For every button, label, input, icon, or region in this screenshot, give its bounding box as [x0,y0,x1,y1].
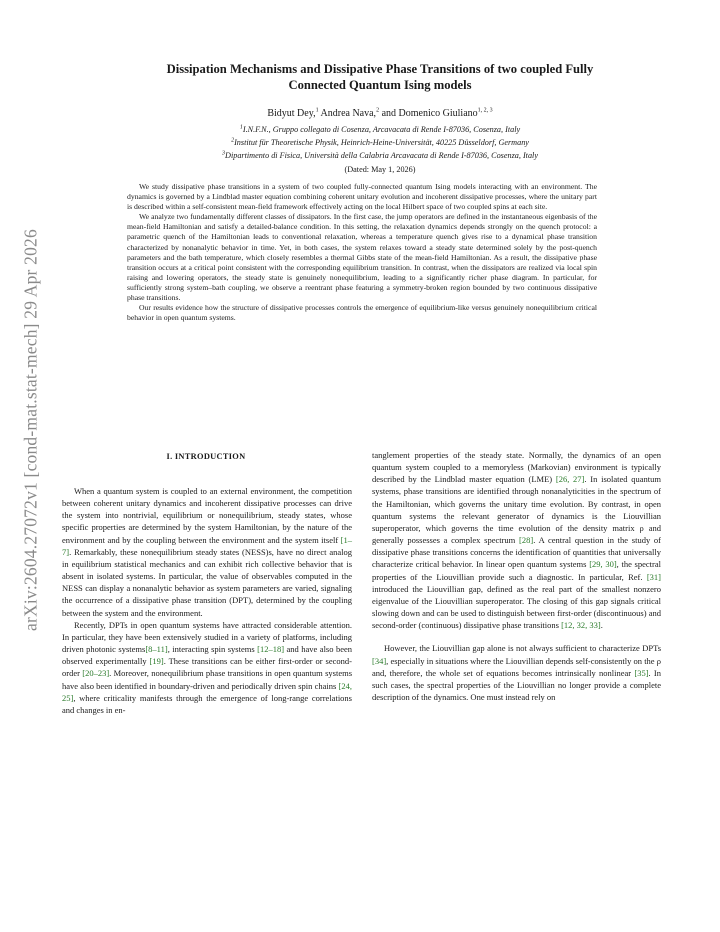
text-run: and have also been observed experimentally [62,644,352,667]
text-run: When a quantum system is coupled to an external environment, the competition between coherent unitary dynamics and incoherent dissipative processes can drive the system into nontrivial, equilibrium or nonequilibrium, steady states, whose specific properties are determined by the system Hamiltonian, by the nature of the environment and by the coupling between the environment and the system itself [62,486,352,545]
affiliation-2-text: Institut für Theoretische Physik, Heinrich-Heine-Universität, 40225 Düsseldorf, Germany [234,138,529,147]
affiliation-1-number: 1 [239,124,243,131]
section-heading-introduction: I. INTRODUCTION [166,452,246,461]
right-column [372,449,661,703]
text-run: , especially in situations where the Liouvillian depends self-consistently on the ρ and, therefore, the whole set of equations becomes intrinsically nonlinear [372,655,661,678]
affiliation-3-number: 3 [222,150,226,157]
text-run: , where criticality manifests through the emergence of long-range correlations and changes in en- [62,692,352,715]
author-2: Andrea Nava, [318,108,377,119]
text-run: Recently, DPTs in open quantum systems have attracted considerable attention. In particular, they have been extensively studied in a variety of platforms, including driven photonic systems [62,619,352,655]
citation-link[interactable]: [1–7] [62,534,352,557]
paper-title [70,62,690,93]
abstract-paragraph-2: We analyze two fundamentally different classes of dissipators. In the first case, the jump operators are defined in the instantaneous eigenbasis of the mean-field Hamiltonian and satisfy a detailed-balance condition. In this setting, the relaxation dynamics depends strongly on the quench protocol: a parametric quench of the Hamiltonian leads to conventional relaxation, whereas a temperature quench gives rise to a dynamical phase transition characterized by nonanalytic behavior in time. Yet, in both cases, the system relaxes toward a steady state determined solely by the post-quench parameters and the bath temperature, which closely resembles a thermal Gibbs state of the mean-field Hamiltonian. As a result, the dissipative phase transition occurs at a critical point consistent with the corresponding equilibrium transition. In contrast, when the dissipators are realized via local spin raising and lowering operators, the steady state is genuinely nonequilibrium, leading to a significantly richer phase diagram. In particular, for sufficiently strong system–bath coupling, we observe a reentrant phase featuring a symmetry-broken region bounded by two continuous dissipative phase transitions. [127,212,597,303]
text-run: However, the Liouvillian gap alone is not always sufficient to characterize DPTs [384,643,661,654]
text-run: . A central question in the study of dissipative phase transitions concerns the identification of quantities that universally characterize critical behavior. In linear open quantum systems [372,535,662,570]
abstract-paragraph-1: We study dissipative phase transitions in a system of two coupled fully-connected quantum Ising models interacting with an environment. The dynamics is governed by a Lindblad master equation combining coherent unitary evolution and incoherent dissipative processes, where the unitary part is described within a self-consistent mean-field framework effectively acting on the local Hilbert space of two coupled spins at each site. [127,182,597,212]
text-run: , the spectral properties of the Liouvillian provide such a diagnostic. In particular, Ref. [372,559,661,582]
intro-paragraph-1 [62,485,352,619]
author-2-affil: 2 [376,107,380,114]
affiliation-1 [70,125,690,134]
text-run: . In isolated quantum systems, phase transitions are identified through nonanalyticities in the spectrum of the Hamiltonian, which governs the unitary time evolution. By contrast, in open quantum systems the relevant generator of dynamics is the Liouvillian superoperator, which governs the time evolution of the density matrix ρ and generally possesses a complex spectrum [372,474,662,546]
citation-link[interactable]: [12, 32, 33] [561,620,601,631]
affiliation-2-number: 2 [231,137,235,144]
affiliation-1-text: I.N.F.N., Gruppo collegato di Cosenza, Arcavacata di Rende I-87036, Cosenza, Italy [242,125,521,134]
citation-link[interactable]: [35] [634,667,649,678]
left-column [62,485,352,716]
text-run: . Remarkably, these nonequilibrium steady states (NESS)s, have no direct analog in equilibrium statistical mechanics and can exhibit rich collective behavior that is absent in isolated systems. In particular, the value of observables computed in the NESS can display a nonanalytic behavior as system parameters are varied, signaling the occurrence of a dissipative phase transition (DPT), determined by the coupling between the system and the environment. [62,546,352,618]
intro-paragraph-3 [372,449,661,631]
abstract [127,182,597,323]
intro-paragraph-2 [62,619,352,716]
author-list [70,108,690,119]
text-run: tanglement properties of the steady state. Normally, the dynamics of an open quantum system coupled to a memoryless (Markovian) environment is typically described by the Lindblad master equation (LME) [372,450,661,485]
citation-link[interactable]: [24, 25] [62,680,352,703]
text-run: , interacting spin systems [167,644,258,655]
abstract-paragraph-3: Our results evidence how the structure of dissipative processes controls the emergence of equilibrium-like versus genuinely nonequilibrium critical behavior in open quantum systems. [127,303,597,323]
dated-line: (Dated: May 1, 2026) [344,165,416,174]
text-run: . These transitions can be either first-order or second-order [62,656,352,679]
author-3-affil: 1, 2, 3 [477,107,493,114]
affiliation-2 [70,138,690,147]
citation-link[interactable]: [26, 27] [555,474,585,485]
citation-link[interactable]: [19] [149,656,164,667]
citation-link[interactable]: [20–23] [82,668,110,679]
text-run: . In such cases, the spectral properties of the Liouvillian no longer provide a complete description of the dynamics. One must instead rely on [372,667,661,702]
affiliation-3-text: Dipartimento di Fisica, Università della Calabria Arcavacata di Rende I-87036, Cosenza, Italy [225,151,538,160]
citation-link[interactable]: [12–18] [257,644,285,655]
citation-link[interactable]: [28] [519,535,534,546]
arxiv-identifier: arXiv:2604.27072v1 [cond-mat.stat-mech] 29 Apr 2026 [20,229,41,631]
citation-link[interactable]: [31] [646,571,661,582]
intro-paragraph-4 [372,642,661,703]
author-1-affil: 1 [315,107,319,114]
citation-link[interactable]: [29, 30] [589,559,617,570]
text-run: . [600,620,603,631]
affiliation-3 [70,151,690,160]
title-line-1: Dissipation Mechanisms and Dissipative Phase Transitions of two coupled Fully [166,62,594,76]
text-run: . Moreover, nonequilibrium phase transitions in open quantum systems have also been identified in boundary-driven and periodically driven spin chains [62,668,353,691]
arxiv-side-stamp [8,195,54,665]
citation-link[interactable]: [8–11] [145,644,168,655]
author-1: Bidyut Dey, [267,108,316,119]
citation-link[interactable]: [34] [372,655,387,666]
paragraph-gap [372,631,661,642]
title-line-2: Connected Quantum Ising models [288,77,472,92]
text-run: introduced the Liouvillian gap, defined as the real part of the smallest nonzero eigenvalue of the Liouvillian superoperator. The closing of this gap signals critical slowing down and can be used to distinguish between first-order (discontinuous) and second-order (continuous) dissipative phase transitions [372,583,661,631]
author-3: and Domenico Giuliano [379,108,478,119]
